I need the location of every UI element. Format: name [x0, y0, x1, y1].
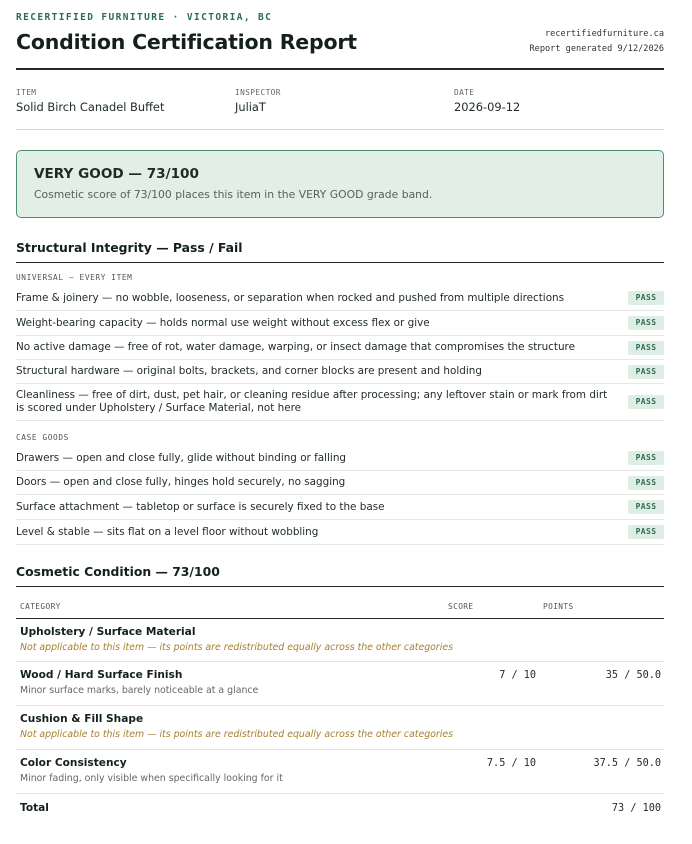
category-note: Not applicable to this item — its points are redistributed equally across the other categories [20, 729, 454, 740]
item-info-bar [16, 70, 664, 130]
category-points: 35 / 50.0 [605, 670, 661, 681]
generated-date: Report generated 9/12/2026 [529, 44, 664, 54]
cosmetic-table-header [16, 596, 664, 619]
category-name: Cushion & Fill Shape [20, 713, 144, 725]
structural-section-title: Structural Integrity — Pass / Fail [16, 240, 664, 263]
score-column-header: SCORE [448, 602, 474, 611]
page-title: Condition Certification Report [16, 30, 357, 54]
pass-badge: PASS [628, 451, 664, 465]
check-text: Cleanliness — free of dirt, dust, pet hair, or cleaning residue after processing; any leftover stain or mark from dirt is scored under Upholstery / Surface Material, not here [16, 389, 608, 414]
check-text: Level & stable — sits flat on a level floor without wobbling [16, 525, 319, 538]
check-text: Structural hardware — original bolts, brackets, and corner blocks are present and holding [16, 365, 482, 377]
table-row [16, 662, 664, 706]
grade-description: Cosmetic score of 73/100 places this item in the VERY GOOD grade band. [34, 188, 433, 201]
grade-banner [16, 150, 664, 218]
category-name: Upholstery / Surface Material [20, 626, 196, 638]
check-row [16, 311, 664, 336]
check-row [16, 384, 664, 421]
category-note: Minor surface marks, barely noticeable at a glance [20, 685, 259, 696]
table-row [16, 706, 664, 750]
table-row [16, 750, 664, 794]
category-column-header: CATEGORY [20, 602, 61, 611]
category-name: Color Consistency [20, 757, 127, 769]
date-info [454, 88, 520, 114]
item-info [16, 88, 164, 114]
pass-badge: PASS [628, 291, 664, 305]
check-text: Surface attachment — tabletop or surface is securely fixed to the base [16, 500, 385, 513]
category-note: Minor fading, only visible when specifically looking for it [20, 773, 283, 784]
item-value: Solid Birch Canadel Buffet [16, 100, 165, 114]
inspector-info [235, 88, 281, 114]
check-row [16, 446, 664, 471]
pass-badge: PASS [628, 476, 664, 490]
check-text: Frame & joinery — no wobble, looseness, or separation when rocked and pushed from multiple directions [16, 291, 565, 304]
check-row [16, 286, 664, 311]
date-label: DATE [454, 88, 475, 97]
pass-badge: PASS [628, 341, 664, 355]
inspector-label: INSPECTOR [235, 88, 281, 97]
check-row [16, 495, 664, 520]
item-label: ITEM [16, 88, 37, 97]
grade-title: VERY GOOD — 73/100 [34, 166, 199, 182]
check-row [16, 471, 664, 495]
inspector-value: JuliaT [235, 100, 266, 114]
total-value: 73 / 100 [611, 803, 661, 814]
check-text: No active damage — free of rot, water damage, warping, or insect damage that compromises the structure [16, 341, 575, 353]
category-name: Wood / Hard Surface Finish [20, 669, 183, 681]
site-url: recertifiedfurniture.ca [545, 29, 664, 39]
brand-eyebrow: RECERTIFIED FURNITURE · VICTORIA, BC [16, 12, 273, 23]
date-value: 2026-09-12 [454, 100, 521, 114]
pass-badge: PASS [628, 316, 664, 330]
report-header [16, 0, 664, 70]
report-meta [529, 27, 664, 57]
category-points: 37.5 / 50.0 [593, 758, 661, 769]
category-note: Not applicable to this item — its points are redistributed equally across the other categories [20, 642, 454, 653]
total-label: Total [20, 802, 49, 814]
report-page [16, 0, 664, 814]
total-row [16, 794, 664, 824]
cosmetic-section-title: Cosmetic Condition — 73/100 [16, 564, 664, 587]
pass-badge: PASS [628, 525, 664, 539]
check-row [16, 336, 664, 360]
pass-badge: PASS [628, 500, 664, 514]
pass-badge: PASS [628, 365, 664, 379]
check-text: Doors — open and close fully, hinges hold securely, no sagging [16, 476, 346, 488]
points-column-header: POINTS [543, 602, 574, 611]
check-row [16, 360, 664, 384]
check-row [16, 520, 664, 545]
category-score: 7 / 10 [499, 670, 536, 681]
check-text: Drawers — open and close fully, glide without binding or falling [16, 451, 346, 464]
case-goods-group-label: CASE GOODS [16, 433, 69, 442]
universal-group-label: UNIVERSAL — EVERY ITEM [16, 273, 133, 282]
check-text: Weight-bearing capacity — holds normal use weight without excess flex or give [16, 316, 430, 329]
table-row [16, 619, 664, 662]
category-score: 7.5 / 10 [486, 758, 536, 769]
pass-badge: PASS [628, 395, 664, 409]
